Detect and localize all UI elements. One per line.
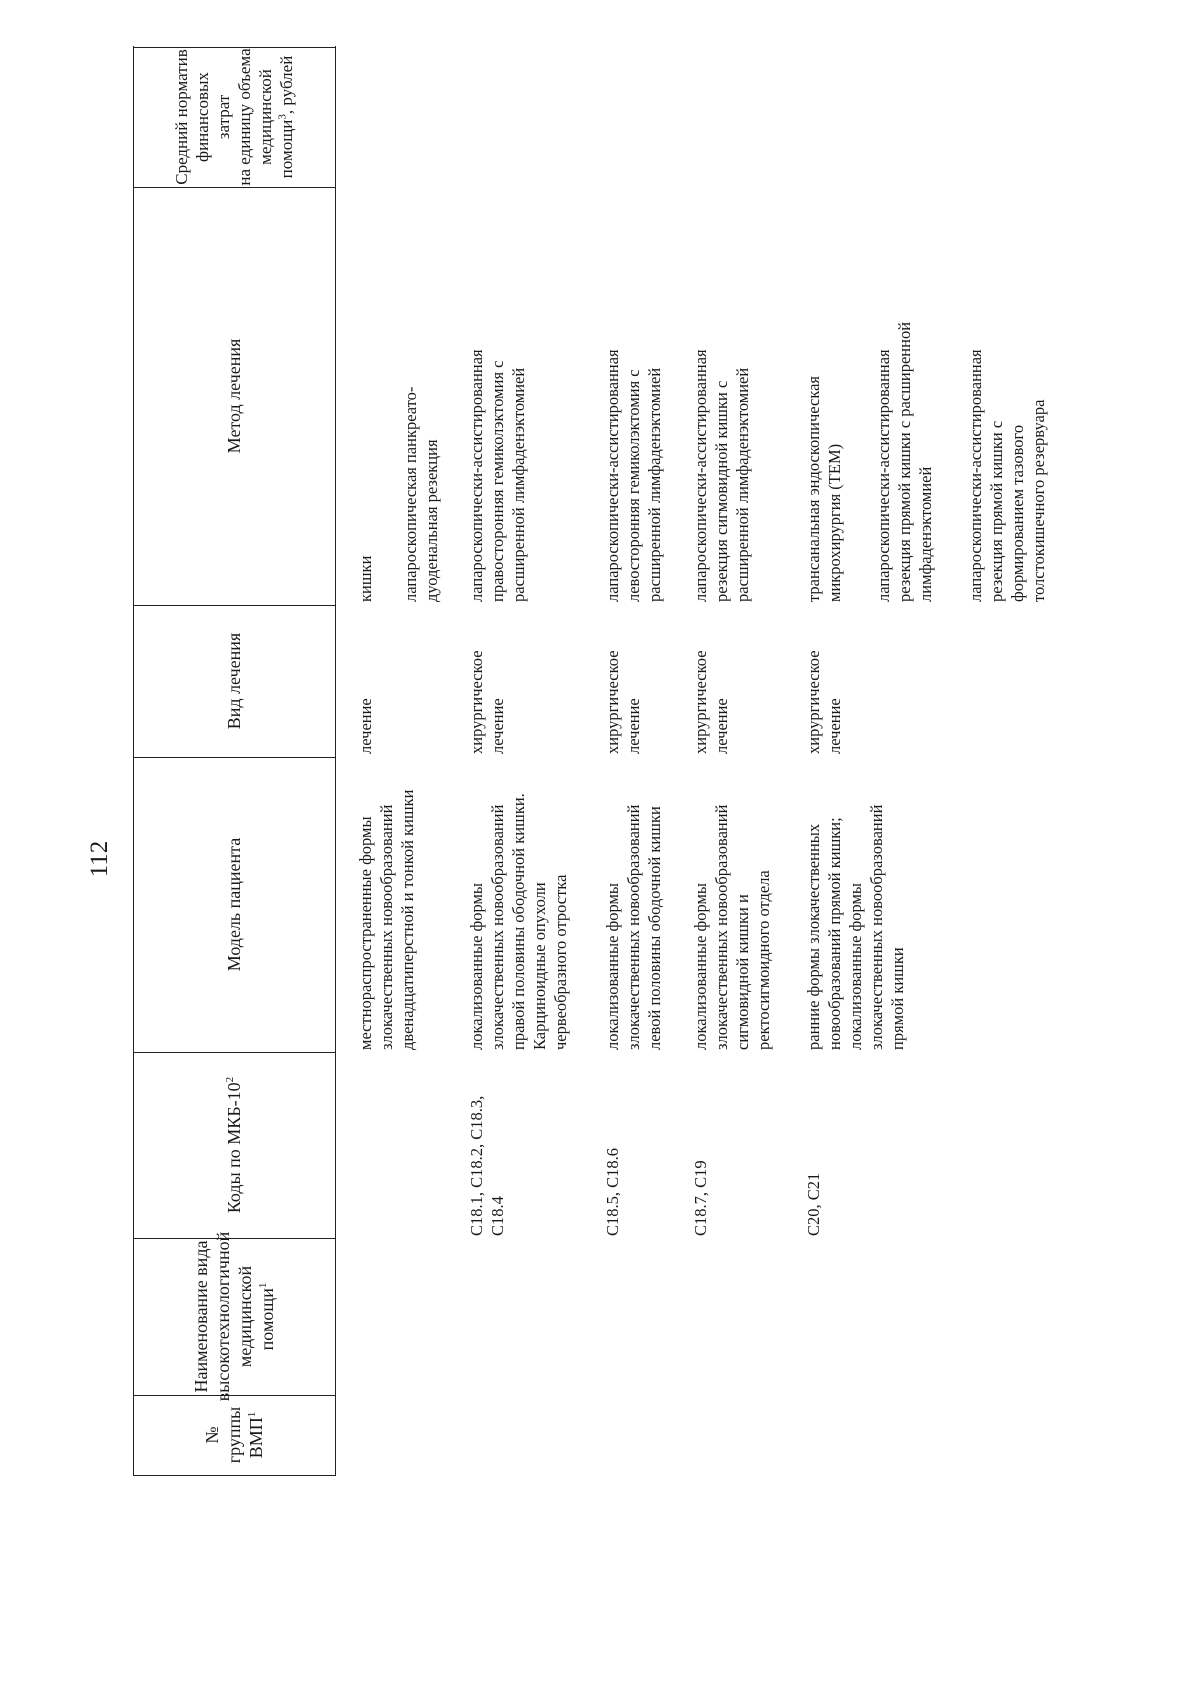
row4-method-2: лапароскопически-ассистированная резекция прямой кишки с формированием тазового толстокишечного резервуара: [966, 349, 1048, 602]
header-cost-standard: Средний норматив финансовых затрат на единицу объема медицинской помощи$^3$, рублей: [172, 48, 296, 186]
row0-model: местнораспространенные формы злокачественных новообразований двенадцатиперстной и тонкой кишки: [356, 789, 417, 1050]
col-sep-0: [133, 1475, 335, 1476]
row4-codes: C20, C21: [804, 1172, 823, 1236]
row3-codes: C18.7, C19: [691, 1160, 710, 1236]
rotated-table: [133, 46, 1200, 1476]
row4-type: хирургическое лечение: [804, 650, 844, 754]
row0-type: лечение: [356, 698, 375, 754]
page-number: 112: [86, 840, 113, 878]
row1-codes: C18.1, C18.2, C18.3, C18.4: [467, 1095, 507, 1236]
header-patient-model: Модель пациента: [224, 837, 244, 972]
row4-model: ранние формы злокачественных новообразований прямой кишки; локализованные формы злокачественных новообразований прямой кишки: [804, 804, 907, 1050]
row2-method-0: лапароскопически-ассистированная левосторонняя гемиколэктомия с расширенной лимфаденэктомией: [603, 349, 664, 602]
row1-model: локализованные формы злокачественных новообразований правой половины ободочной кишки. Карциноидные опухоли червеобразного отростка: [467, 793, 570, 1050]
row3-method-0: лапароскопически-ассистированная резекция сигмовидной кишки с расширенной лимфаденэктомией: [691, 349, 752, 602]
header-vmp-name: Наименование вида высокотехнологичной медицинской помощи$^1$: [191, 1231, 277, 1402]
header-icd-codes: Коды по МКБ-$10^2$: [224, 1076, 244, 1214]
row3-model: локализованные формы злокачественных новообразований сигмовидной кишки и ректосигмоидного отдела: [691, 804, 773, 1050]
row0-method-0: кишки: [356, 555, 375, 602]
row2-model: локализованные формы злокачественных новообразований левой половины ободочной кишки: [603, 804, 664, 1050]
row4-method-1: лапароскопически-ассистированная резекция прямой кишки с расширенной лимфаденэктомией: [874, 321, 935, 602]
header-treatment-method: Метод лечения: [224, 338, 244, 454]
row2-codes: C18.5, C18.6: [603, 1147, 622, 1236]
row4-method-0: трансанальная эндоскопическая микрохирургия (TEM): [804, 375, 844, 602]
table-grid: [133, 46, 1200, 1476]
row1-type: хирургическое лечение: [467, 650, 507, 754]
row2-type: хирургическое лечение: [603, 650, 643, 754]
row3-type: хирургическое лечение: [691, 650, 731, 754]
row0-method-1: лапароскопическая панкреато- дуоденальная резекция: [401, 386, 441, 602]
row1-method-0: лапароскопически-ассистированная правосторонняя гемиколэктомия с расширенной лимфаденэктомией: [467, 349, 528, 602]
header-group-number: № группы ВМП$^1$: [202, 1406, 266, 1464]
table-header-rule: [335, 46, 336, 1476]
header-treatment-type: Вид лечения: [224, 632, 244, 730]
